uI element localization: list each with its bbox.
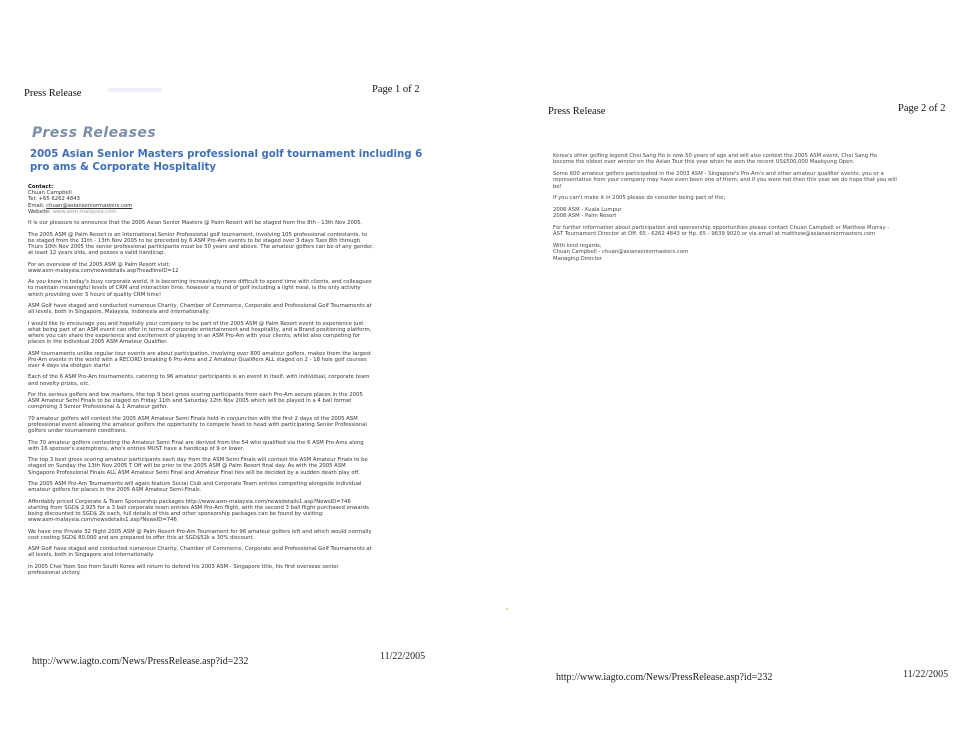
paragraph-line: Thurs 10th Nov 2005 the senior professional participants must be 50 years and above. The amateur golfers can be of any gender, — [28, 244, 374, 250]
contact-heading: Contact: — [28, 184, 54, 190]
paragraph-line: If you can't make it in 2005 please do consider being part of the; — [553, 195, 726, 202]
paragraph — [28, 220, 420, 226]
paragraph-line: and novelty prizes, etc. — [28, 380, 91, 387]
paragraph-line: With kind regards, — [553, 243, 602, 249]
page-1-header-right: Page 1 of 2 — [372, 84, 420, 95]
paragraph — [28, 546, 420, 558]
paragraph-line: representative from your company may have even been one of them, and if you were not then this year we do hope that you will — [553, 177, 897, 184]
paragraph — [28, 303, 420, 315]
paragraph — [553, 195, 943, 201]
paragraph — [28, 232, 420, 257]
paragraph-line: For an overview of the 2005 ASM @ Palm Resort visit: — [28, 261, 171, 268]
paragraph-line: For further information about participation and sponsorship opportunities please contact Chuan Campbell or Matthew Murray - — [553, 225, 890, 231]
website-label: Website: — [28, 208, 53, 215]
page-1-footer-date: 11/22/2005 — [380, 651, 426, 662]
paragraph-line: ASM tournaments unlike regular tour events are about participation, involving over 800 amateur golfers, makes them the largest — [28, 350, 371, 357]
paragraph-line: The 70 amateur golfers contesting the Amateur Semi Final are derived from the 54 who qualified via the 6 ASM Pro-Ams along — [28, 439, 364, 446]
paragraph-line: with 16 sponsor's exemptions, who's entries MUST have a handicap of 9 or lower. — [28, 445, 245, 452]
page-2-body — [553, 153, 943, 267]
paragraph-line: at least 12 years olds, and posses a valid handicap. — [28, 250, 166, 257]
paragraph — [28, 529, 420, 541]
scan-dot — [506, 608, 508, 610]
page-1-header-left: Press Release — [24, 88, 82, 99]
page-2-header-right: Page 2 of 2 — [898, 103, 946, 114]
paragraph — [28, 416, 420, 435]
paragraph-line: AST Tournament Director at Off. 65 - 6262 4843 or Hp. 65 - 9639 9020 or via email at matthew@asianseniormasters.com — [553, 231, 876, 238]
paragraph-line: which providing over 5 hours of quality CRM time! — [28, 291, 162, 298]
paragraph-line: I would like to encourage you and hopefully your company to be part of the 2005 ASM @ Palm Resort event to experience just — [28, 320, 364, 327]
contact-block — [28, 184, 420, 215]
paragraph-line: 2006 ASM - Kuala Lumpur — [553, 207, 622, 213]
paragraph-line: 70 amateur golfers will contest the 2005 ASM Amateur Semi Finals held in conjunction with the first 2 days of the 2005 ASM — [28, 415, 358, 422]
page-1-body — [28, 184, 420, 581]
paragraph-line: For the serious golfers and low markers, the top 9 best gross scoring participants from each Pro-Am secure places in the 2005 — [28, 391, 363, 398]
paragraph — [28, 392, 420, 411]
paragraph — [553, 207, 943, 220]
paragraph-line: The top 3 best gross scoring amateur participants each day from the ASM Semi Finals will contest the ASM Amateur Finals to be — [28, 457, 368, 464]
paragraph — [28, 499, 420, 524]
paragraph-line: In 2005 Choi Yoon Soo from South Korea will return to defend his 2003 ASM - Singapore title, his first overseas senior — [28, 563, 339, 570]
paragraph-line: Some 600 amateur golfers participated in the 2003 ASM - Singapore's Pro-Am's and other amateur qualifier events, you or a — [553, 171, 884, 177]
paragraph-line: golfers under tournament conditions. — [28, 428, 127, 435]
page-2-header-left: Press Release — [548, 106, 606, 117]
paragraph-line: become the oldest ever winner on the Asian Tour this year when he won the recent US$500,000 Maekyung Open. — [553, 159, 855, 166]
paragraph-line: starting from SGD$ 2,925 for a 3 ball corporate team entries ASM Pro-Am flight, with the second 3 ball flight purchased onwards — [28, 504, 369, 511]
paragraph-line: places in the individual 2005 ASM Amateur Qualifier. — [28, 339, 168, 346]
paragraph-line: staged on Sunday the 13th Nov 2005 T Off will be prior to the 2005 ASM @ Palm Resort final day. As with the 2005 ASM — [28, 463, 346, 470]
headline: 2005 Asian Senior Masters professional golf tournament including 6 pro ams & Corporate Hospitality — [30, 149, 423, 173]
paragraph-line: amateur golfers for places in the 2005 ASM Amateur Semi-Finals. — [28, 487, 202, 494]
paragraph-line: www.asm-malaysia.com/newsdetails1.asp?NewsID=746 — [28, 517, 177, 524]
paragraph-line: Managing Director — [553, 255, 602, 262]
paragraph-line: 2006 ASM - Palm Resort — [553, 213, 617, 220]
page-2-paragraphs — [553, 153, 943, 262]
contact-name: Chuan Campbell — [28, 190, 72, 197]
paragraph-line: over 4 days via shotgun starts! — [28, 362, 111, 369]
paragraph-line: It is our pleasure to announce that the 2005 Asian Senior Masters @ Palm Resort will be staged from the 8th - 13th Nov 2005. — [28, 220, 363, 227]
paragraph-line: ASM Golf have staged and conducted numerous Charity, Chamber of Commerce, Corporate and Professional Golf Tournaments at — [28, 302, 372, 309]
paragraph-line: The 2005 ASM Pro-Am Tournaments will again feature Social Club and Corporate Team entries competing alongside individual — [28, 480, 362, 487]
paragraph-line: be staged from the 11th - 13th Nov 2005 to be preceded by 6 ASM Pro-Am events to be staged over 3 days Tues 8th through — [28, 237, 361, 244]
paragraph-line: www.asm-malaysia.com/newsdetails.asp?headlineID=12 — [28, 267, 179, 274]
paragraph — [28, 351, 420, 370]
paragraph-line: to maintain meaningful levels of CRM and interaction time, however a round of golf including a light meal, is the only activity — [28, 285, 361, 292]
paragraph-line: Singapore Professional Finals ALL ASM Amateur Semi Final and Amateur Final ties will be decided by a sudden death play off. — [28, 469, 360, 476]
paragraph-line: ASM Amateur Semi Finals to be staged on Friday 11th and Saturday 12th Nov 2005 which will be played in a 4 ball format — [28, 398, 352, 405]
paragraph — [28, 564, 420, 576]
paragraph-line: Chuan Campbell - chuan@asianseniormasters.com — [553, 249, 689, 256]
paragraph-line: professional event allowing the amateur golfers the opportunity to compete head to head with participating Senior Professional — [28, 421, 367, 428]
page-1-footer-url: http://www.iagto.com/News/PressRelease.asp?id=232 — [32, 656, 249, 667]
paragraph-line: Each of the 6 ASM Pro-Am tournaments, catering to 96 amateur participants is an event in itself, with individual, corporate team — [28, 374, 370, 381]
section-title: Press Releases — [32, 125, 157, 141]
page-2-footer-url: http://www.iagto.com/News/PressRelease.asp?id=232 — [556, 672, 773, 683]
paragraph-line: what being part of an ASM event can offer in terms of corporate entertainment and hospitality, and a Brand positioning platform, — [28, 326, 372, 333]
paragraph-line: be! — [553, 183, 562, 190]
paragraph-line: Korea's other golfing legend Choi Sang Ho is now 50 years of age and will also contest the 2005 ASM event, Choi Sang Ho — [553, 153, 877, 159]
paragraph — [28, 374, 420, 386]
page-2 — [480, 0, 964, 749]
email-label: Email: — [28, 202, 47, 209]
email-link[interactable]: chuan@asianseniormasters.com — [46, 202, 133, 209]
scan-smudge — [108, 88, 163, 92]
paragraph-line: all levels, both in Singapore, Malaysia, Indonesia and internationally. — [28, 309, 210, 316]
paragraph-line: ASM Golf have staged and conducted numerous Charity, Chamber of Commerce, Corporate and Professional Golf Tournaments at — [28, 546, 372, 553]
paragraph — [28, 481, 420, 493]
paragraph — [28, 457, 420, 476]
paragraph-line: cost costing SGD$ 80,000 and are prepared to offer this at SGD$52k a 30% discount. — [28, 534, 255, 541]
page-2-footer-date: 11/22/2005 — [903, 669, 949, 680]
paragraph — [553, 153, 943, 166]
contact-tel: Tel: +65 6262 4843 — [28, 196, 81, 203]
website-link[interactable]: www.asm-malaysia.com — [52, 208, 117, 215]
paragraph-line: The 2005 ASM @ Palm Resort is an International Senior Professional golf tournament, involving 105 professional contestants, to — [28, 231, 368, 238]
paragraph — [553, 225, 943, 238]
page-1-paragraphs — [28, 220, 420, 576]
paragraph-line: We have one Private 32 flight 2005 ASM @ Palm Resort Pro-Am Tournament for 96 amateur golfers left and which would normally — [28, 528, 372, 535]
paragraph-line: being discounted to SGD$ 2k each, full details of this and other sponsorship packages can be found by visiting: — [28, 510, 324, 517]
paragraph-line: where you can share the experience and excitement of playing in an ASM Pro-Am with your clients, whilst also competing for — [28, 332, 361, 339]
paragraph-line: Affordably priced Corporate & Team Sponsorship packages http://www.asm-malaysia.com/newsdetails1.asp?NewsID=746 — [28, 498, 351, 505]
paragraph-line: all levels, both in Singapore and internationally. — [28, 552, 155, 559]
paragraph-line: Pro-Am events in the world with a RECORD breaking 6 Pro-Ams and 2 Amateur Qualifiers ALL staged on 2 - 18 hole golf courses — [28, 356, 367, 363]
paragraph-line: comprising 3 Senior Professional & 1 Amateur golfer. — [28, 404, 169, 411]
paragraph — [28, 279, 420, 298]
paragraph — [28, 262, 420, 274]
contact-website-row — [28, 209, 420, 215]
paragraph — [28, 321, 420, 346]
page-1 — [0, 0, 470, 749]
paragraph-line: professional victory. — [28, 569, 81, 576]
paragraph-line: As you know in today's busy corporate world, it is becoming increasingly more difficult to spend time with clients, and colleagues — [28, 279, 372, 286]
paragraph — [28, 440, 420, 452]
paragraph — [553, 171, 943, 190]
paragraph — [553, 243, 943, 262]
